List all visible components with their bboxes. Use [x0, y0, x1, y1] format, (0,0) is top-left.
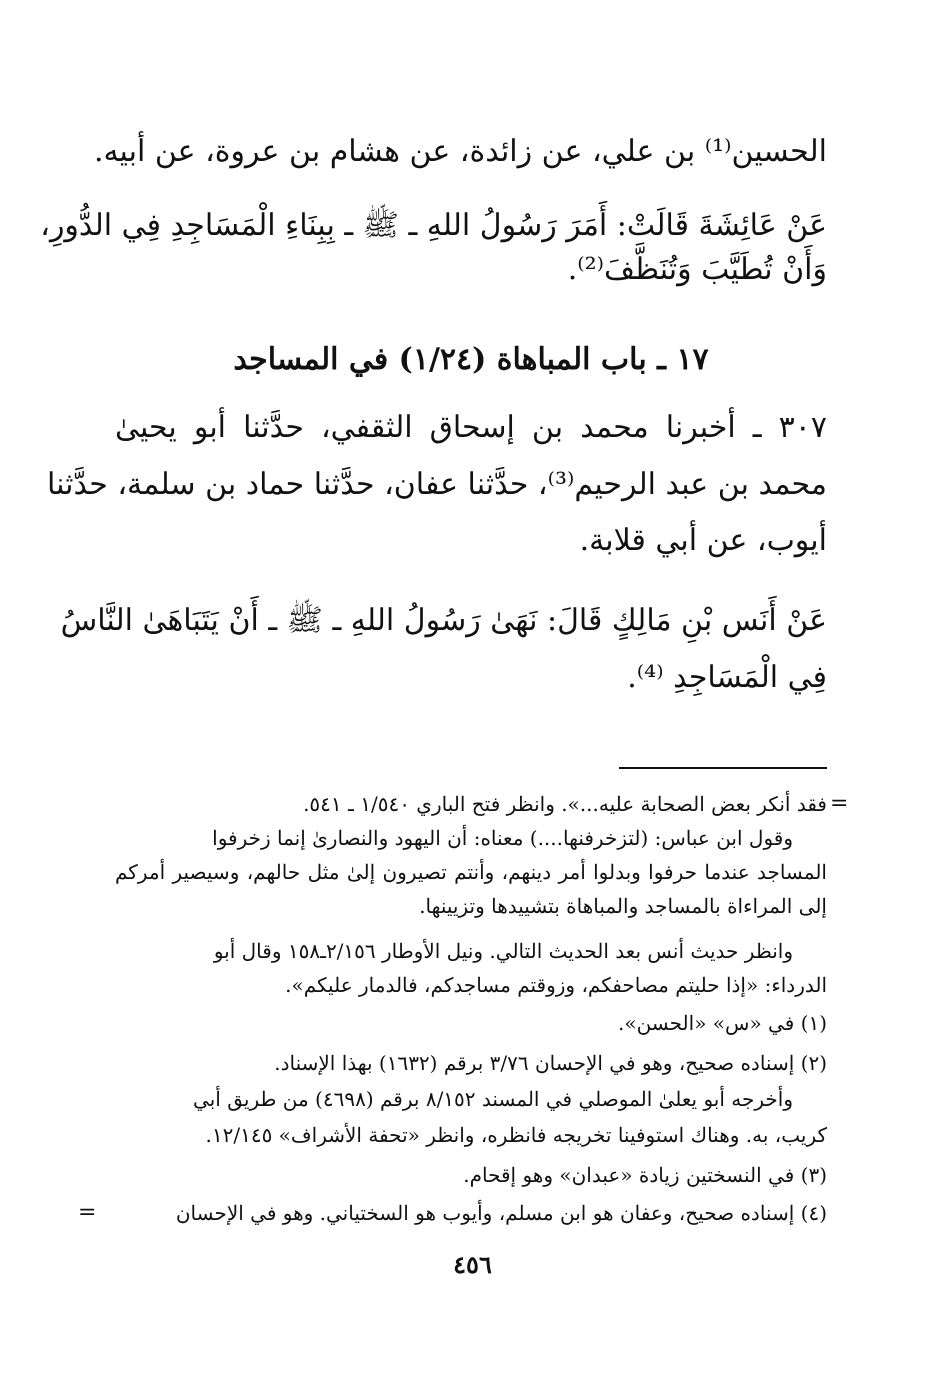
main-text-line-5: محمد بن عبد الرحيم⁽³⁾، حدَّثنا عفان، حدَّثنا حماد بن سلمة، حدَّثنا — [46, 467, 827, 502]
main-text-line-3: وَأَنْ تُطَيَّبَ وَتُنَظَّفَ⁽²⁾. — [567, 252, 827, 287]
main-text-line-1: الحسين⁽¹⁾ بن علي، عن زائدة، عن هشام بن عروة، عن أبيه. — [93, 134, 827, 169]
continuation-mark-top: = — [830, 791, 849, 816]
footnote-2: (٢) إسناده صحيح، وهو في الإحسان ٣/٧٦ برقم (١٦٣٢) بهذا الإسناد. — [274, 1051, 827, 1075]
main-text-line-7: عَنْ أَنَس بْنِ مَالِكٍ قَالَ: نَهَىٰ رَسُولُ اللهِ ـ ﷺ ـ أَنْ يَتَبَاهَىٰ النَّاسُ — [60, 603, 827, 638]
footnote-3: (٣) في النسختين زيادة «عبدان» وهو إقحام. — [463, 1163, 827, 1187]
main-text-line-8: فِي الْمَسَاجِدِ ⁽⁴⁾. — [627, 660, 827, 695]
footnote-line-2: وقول ابن عباس: (لتزخرفنها....) معناه: أن اليهود والنصارىٰ إنما زخرفوا — [212, 826, 793, 850]
main-text-line-2: عَنْ عَائِشَةَ قَالَتْ: أَمَرَ رَسُولُ اللهِ ـ ﷺ ـ بِبِنَاءِ الْمَسَاجِدِ فِي الدُّورِ، — [40, 208, 827, 243]
footnote-line-5: وانظر حديث أنس بعد الحديث التالي. ونيل الأوطار ٢/١٥٦ـ١٥٨ وقال أبو — [213, 939, 793, 963]
footnote-line-4: إلى المراءاة بالمساجد والمباهاة بتشييدها وتزيينها. — [419, 894, 827, 918]
footnote-4: (٤) إسناده صحيح، وعفان هو ابن مسلم، وأيوب هو السختياني. وهو في الإحسان — [175, 1201, 827, 1225]
footnote-divider — [619, 767, 827, 769]
main-text-line-4: ٣٠٧ ـ أخبرنا محمد بن إسحاق الثقفي، حدَّثنا أبو يحيىٰ — [115, 410, 827, 445]
page-number: ٤٥٦ — [453, 1250, 492, 1279]
continuation-mark-bottom: = — [78, 1200, 97, 1225]
footnote-line-1: فقد أنكر بعض الصحابة عليه...». وانظر فتح الباري ١/٥٤٠ ـ ٥٤١. — [303, 792, 827, 816]
chapter-title: ١٧ ـ باب المباهاة (١/٢٤) في المساجد — [233, 342, 709, 377]
footnote-2-line-3: كريب، به. وهناك استوفينا تخريجه فانظره، وانظر «تحفة الأشراف» ١٢/١٤٥. — [205, 1123, 827, 1147]
footnote-line-6: الدرداء: «إذا حليتم مصاحفكم، وزوقتم مساجدكم، فالدمار عليكم». — [285, 973, 827, 997]
footnote-line-3: المساجد عندما حرفوا وبدلوا أمر دينهم، وأنتم تصيرون إلىٰ مثل حالهم، وسيصير أمركم — [115, 860, 827, 884]
footnote-2-line-2: وأخرجه أبو يعلىٰ الموصلي في المسند ٨/١٥٢ برقم (٤٦٩٨) من طريق أبي — [193, 1087, 793, 1111]
footnote-1: (١) في «س» «الحسن». — [617, 1011, 827, 1035]
main-text-line-6: أيوب، عن أبي قلابة. — [579, 523, 827, 558]
